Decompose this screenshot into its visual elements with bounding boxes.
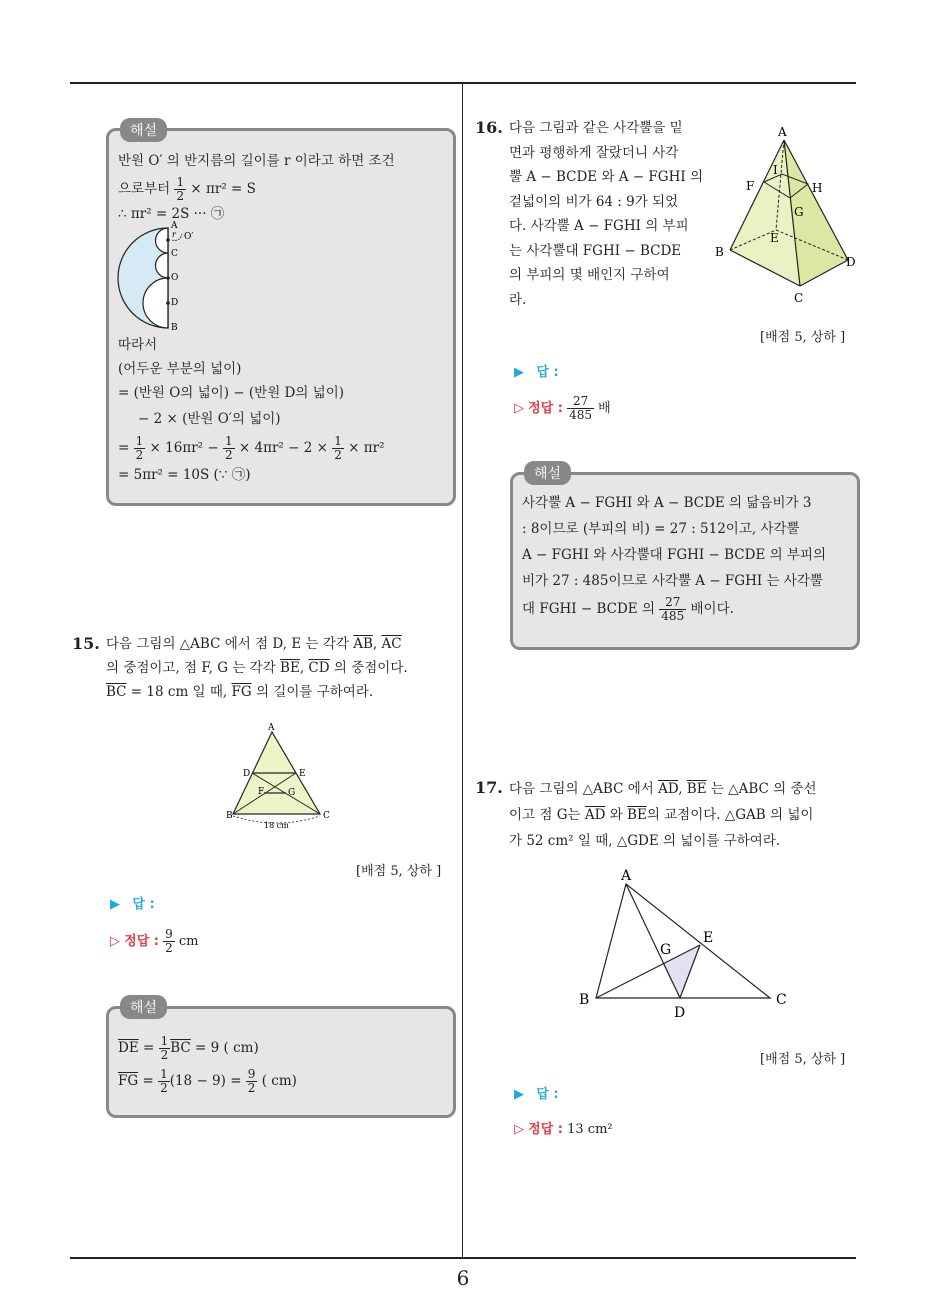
segment-be: $\overline{BE}$ xyxy=(627,807,647,823)
sol14-line-3: ∴ πr² = 2S ··· ㉠ xyxy=(118,206,225,222)
sol16-line-5 xyxy=(522,596,734,623)
numerator: 27 xyxy=(659,596,686,610)
fig-label-b: B xyxy=(171,323,178,333)
denominator: 2 xyxy=(176,189,185,203)
answer-row-15[interactable] xyxy=(110,893,155,912)
text: = xyxy=(118,440,134,456)
text: 이고 점 G는 xyxy=(509,807,585,823)
correct-answer-15 xyxy=(110,928,199,955)
column-divider xyxy=(462,82,463,1258)
score-17: [배점 5, 상하 ] xyxy=(760,1052,846,1067)
denominator: 485 xyxy=(569,408,593,422)
correct-label: 정답 : xyxy=(124,934,159,949)
text: , xyxy=(678,781,687,797)
text: × 4πr² − 2 × xyxy=(234,440,333,456)
segment-be: $\overline{BE}$ xyxy=(280,660,300,676)
fig-label-g: G xyxy=(288,788,296,798)
question-number-15: 15. xyxy=(72,634,100,653)
text: , xyxy=(299,660,309,676)
q16-line-4: 겉넓이의 비가 64 : 9가 되었 xyxy=(509,193,679,210)
fig-label-g: G xyxy=(660,942,672,958)
semicircle-figure xyxy=(110,222,220,334)
fig-label-b: B xyxy=(579,992,590,1008)
solution-tag-14: 해설 xyxy=(120,118,167,142)
fig-label-h: H xyxy=(812,181,823,195)
segment-ad: $\overline{AD}$ xyxy=(584,807,606,823)
correct-value: 13 cm² xyxy=(567,1122,613,1137)
text: 다음 그림의 △ABC 에서 점 D, E 는 각각 xyxy=(106,636,354,652)
text: (18 − 9) = xyxy=(169,1073,246,1089)
fraction xyxy=(246,1068,258,1095)
fraction xyxy=(163,928,175,955)
correct-label: 정답 : xyxy=(528,401,563,416)
outline-play-icon: ▷ xyxy=(110,934,120,949)
fig-label-a: A xyxy=(171,221,178,231)
segment-ac: $\overline{AC}$ xyxy=(381,636,402,652)
fig-label-b: B xyxy=(715,245,724,259)
numerator: 1 xyxy=(224,434,233,448)
numerator: 1 xyxy=(334,434,342,448)
sol15-line-2 xyxy=(118,1068,297,1095)
text: = 9 ( cm) xyxy=(190,1040,259,1056)
fig-label-oprime: O′ xyxy=(184,232,194,242)
q16-line-2: 면과 평행하게 잘랐더니 사각 xyxy=(509,144,679,161)
sol14-line-4: 따라서 xyxy=(118,337,158,353)
text: 의 중점이고, 점 F, G 는 각각 xyxy=(106,660,281,676)
denominator: 485 xyxy=(661,609,685,623)
denominator: 2 xyxy=(160,1081,168,1095)
q15-line-3 xyxy=(106,680,456,704)
fraction xyxy=(158,1068,170,1095)
text: = 18 cm 일 때, xyxy=(126,684,232,700)
text: 의 길이를 구하여라. xyxy=(251,684,374,700)
numerator: 1 xyxy=(176,175,185,189)
q15-line-1 xyxy=(106,632,456,656)
sol14-line-8 xyxy=(118,435,385,462)
fig-label-length: 18 cm xyxy=(264,821,289,830)
sol14-line-7: − 2 × (반원 O′의 넓이) xyxy=(138,411,281,427)
sol16-line-4: 비가 27 : 485이므로 사각뿔 A − FGHI 는 사각뿔 xyxy=(522,573,823,589)
text: × 16πr² − xyxy=(145,440,223,456)
text: 는 △ABC 의 중선 xyxy=(706,781,817,797)
fraction xyxy=(174,176,186,203)
triangle-figure-17 xyxy=(576,864,796,1024)
question-text-16 xyxy=(509,116,709,312)
correct-answer-16 xyxy=(514,395,611,422)
answer-label: 답 : xyxy=(536,365,559,380)
score-15: [배점 5, 상하 ] xyxy=(356,864,442,879)
sol15-line-1 xyxy=(118,1035,259,1062)
fig-label-d: D xyxy=(674,1005,686,1021)
text: 대 FGHI − BCDE 의 xyxy=(522,601,660,617)
fig-label-a: A xyxy=(268,723,275,733)
text: ( cm) xyxy=(257,1073,297,1089)
sol14-line-2 xyxy=(118,176,256,203)
fig-label-g: G xyxy=(794,205,804,219)
q17-line-1 xyxy=(509,776,861,802)
triangle-figure-15 xyxy=(226,722,346,834)
correct-label: 정답 : xyxy=(528,1122,563,1137)
denominator: 2 xyxy=(135,448,144,462)
segment-be: $\overline{BE}$ xyxy=(686,781,707,797)
text: × πr² xyxy=(343,440,385,456)
numerator: 1 xyxy=(160,1034,169,1048)
segment-fg: $\overline{FG}$ xyxy=(118,1073,139,1089)
answer-row-17[interactable] xyxy=(514,1083,559,1102)
q15-line-2 xyxy=(106,656,456,680)
sol16-line-2: : 8이므로 (부피의 비) = 27 : 512이고, 사각뿔 xyxy=(522,521,800,537)
q16-line-5: 다. 사각뿔 A − FGHI 의 부피 xyxy=(509,218,689,234)
text: 의 중점이다. xyxy=(329,660,408,676)
denominator: 2 xyxy=(247,1081,256,1095)
unit: cm xyxy=(178,934,199,949)
segment-de: $\overline{DE}$ xyxy=(118,1040,139,1056)
sol16-line-1: 사각뿔 A − FGHI 와 A − BCDE 의 닮음비가 3 xyxy=(522,495,812,511)
bottom-rule xyxy=(70,1257,856,1259)
fig-label-c: C xyxy=(776,992,787,1008)
q16-line-6: 는 사각뿔대 FGHI − BCDE xyxy=(509,242,682,259)
numerator: 1 xyxy=(160,1067,168,1081)
segment-ab: $\overline{AB}$ xyxy=(353,636,373,652)
q16-line-7: 의 부피의 몇 배인지 구하여 xyxy=(509,267,670,283)
question-number-16: 16. xyxy=(475,118,503,137)
page-number: 6 xyxy=(456,1266,470,1290)
question-text-17 xyxy=(509,776,861,854)
fraction xyxy=(134,435,146,462)
fig-label-c: C xyxy=(323,811,330,821)
fig-label-f: F xyxy=(746,179,755,193)
outline-play-icon: ▷ xyxy=(514,1122,524,1137)
segment-bc: $\overline{BC}$ xyxy=(106,684,127,700)
text: 으로부터 xyxy=(118,181,175,197)
segment-cd: $\overline{CD}$ xyxy=(308,660,330,676)
play-icon: ▶ xyxy=(110,897,120,912)
sol14-line-1: 반원 O′ 의 반지름의 길이를 r 이라고 하면 조건 xyxy=(118,153,395,169)
q16-line-3: 뿔 A − BCDE 와 A − FGHI 의 xyxy=(509,169,704,185)
fig-label-c: C xyxy=(171,249,178,259)
fraction xyxy=(223,435,235,462)
fig-label-c: C xyxy=(794,291,804,305)
fraction xyxy=(659,596,686,623)
answer-label: 답 : xyxy=(132,897,155,912)
sol14-line-9: = 5πr² = 10S (∵ ㉠) xyxy=(118,467,251,483)
fig-label-a: A xyxy=(621,868,632,884)
denominator: 2 xyxy=(334,448,342,462)
answer-row-16[interactable] xyxy=(514,361,559,380)
fig-label-d: D xyxy=(243,769,251,779)
denominator: 2 xyxy=(165,941,173,955)
question-number-17: 17. xyxy=(475,778,503,797)
q16-line-8: 라. xyxy=(509,291,527,308)
solution-box-15 xyxy=(106,1006,456,1118)
pyramid-figure-16 xyxy=(712,122,862,312)
denominator: 2 xyxy=(224,448,233,462)
correct-answer-17 xyxy=(514,1118,613,1137)
solution-tag-16: 해설 xyxy=(524,461,571,485)
text: 와 xyxy=(605,807,628,823)
text: = xyxy=(138,1040,159,1056)
text: , xyxy=(372,636,382,652)
sol14-line-6: = (반원 O의 넓이) − (반원 D의 넓이) xyxy=(118,385,345,401)
fig-label-i: I xyxy=(773,163,778,177)
text: 배이다. xyxy=(686,601,734,617)
text: 다음 그림의 △ABC 에서 xyxy=(509,781,659,797)
fig-label-d: D xyxy=(846,255,856,269)
fig-label-o: O xyxy=(171,273,179,283)
q16-line-1: 다음 그림과 같은 사각뿔을 밑 xyxy=(509,120,683,136)
segment-fg: $\overline{FG}$ xyxy=(231,684,252,700)
score-16: [배점 5, 상하 ] xyxy=(760,330,846,345)
fraction xyxy=(567,395,594,422)
fig-label-r: r xyxy=(172,230,176,239)
fig-label-d: D xyxy=(171,298,179,308)
segment-bc: $\overline{BC}$ xyxy=(170,1040,191,1056)
text: × πr² = S xyxy=(186,181,256,197)
text: 의 교점이다. △GAB 의 넓이 xyxy=(646,807,814,823)
numerator: 9 xyxy=(165,927,173,941)
play-icon: ▶ xyxy=(514,365,524,380)
segment-ad: $\overline{AD}$ xyxy=(658,781,679,797)
fraction xyxy=(332,435,344,462)
play-icon: ▶ xyxy=(514,1087,524,1102)
sol16-line-3: A − FGHI 와 사각뿔대 FGHI − BCDE 의 부피의 xyxy=(522,547,827,563)
fig-label-e: E xyxy=(703,930,714,946)
numerator: 1 xyxy=(135,434,144,448)
solution-tag-15: 해설 xyxy=(120,995,167,1019)
unit: 배 xyxy=(598,401,611,416)
question-text-15 xyxy=(106,632,456,704)
fig-label-b: B xyxy=(226,811,233,821)
sol14-line-5: (어두운 부분의 넓이) xyxy=(118,361,242,377)
q17-line-2 xyxy=(509,802,861,828)
denominator: 2 xyxy=(160,1048,169,1062)
numerator: 9 xyxy=(247,1067,256,1081)
fig-label-e: E xyxy=(299,769,306,779)
fig-label-a: A xyxy=(778,125,787,139)
fig-label-f: F xyxy=(258,787,265,797)
answer-label: 답 : xyxy=(536,1087,559,1102)
text: = xyxy=(138,1073,159,1089)
outline-play-icon: ▷ xyxy=(514,401,524,416)
fraction xyxy=(159,1035,171,1062)
top-rule xyxy=(70,82,856,84)
q17-line-3: 가 52 cm² 일 때, △GDE 의 넓이를 구하여라. xyxy=(509,833,781,849)
numerator: 27 xyxy=(567,395,594,409)
fig-label-e: E xyxy=(770,231,779,245)
